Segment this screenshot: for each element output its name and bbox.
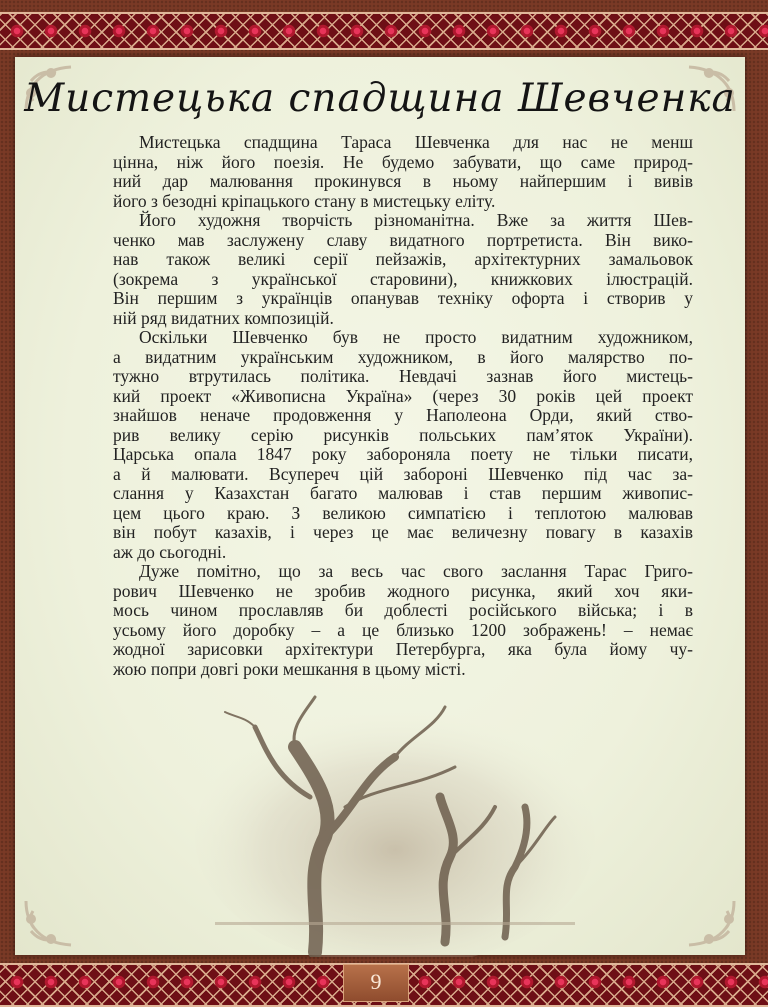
text-line: цінна, ніж його поезія. Не будемо забувати, що саме природ-: [113, 151, 693, 172]
text-line: а й малювати. Всупереч цій забороні Шевченко під час за-: [113, 463, 693, 484]
text-line: він побут казахів, і через це має величезну повагу в казахів: [113, 522, 693, 542]
text-line: цем цього краю. З великою симпатією і теплотою малював: [113, 502, 693, 523]
text-line: (зокрема з української старовини), книжкових ілюстрацій.: [113, 268, 693, 289]
text-line: Царська опала 1847 року забороняла поету не тільки писати,: [113, 444, 693, 464]
text-line: його з безодні кріпацького стану в мистецьку еліту.: [113, 190, 496, 211]
text-line: Оскільки Шевченко був не просто видатним художником,: [139, 327, 693, 347]
tree-illustration: [195, 687, 595, 957]
text-line: жою попри довгі роки мешкання в цьому місті.: [113, 658, 466, 679]
text-line: а видатним українським художником, в його малярство по-: [113, 346, 693, 367]
floral-ornament-icon: [679, 891, 739, 951]
book-page: [15, 57, 745, 955]
page-number: 9: [343, 964, 409, 1002]
floral-ornament-icon: [21, 891, 81, 951]
article-body: [113, 133, 693, 679]
text-line: ній ряд видатних композицій.: [113, 307, 334, 328]
text-line: Його художня творчість різноманітна. Вже за життя Шев-: [139, 210, 693, 230]
text-line: ченко мав заслужену славу видатного портретиста. Він вико-: [113, 229, 693, 250]
embroidery-border-top: [0, 12, 768, 50]
text-line: усьому його доробку – а це близько 1200 зображень! – немає: [113, 619, 693, 640]
text-line: знайшов неначе продовження у Наполеона Орди, який ство-: [113, 405, 693, 425]
text-line: кий проект «Живописна Україна» (через 30 років цей проект: [113, 385, 693, 406]
text-line: Мистецька спадщина Тараса Шевченка для нас не менш: [139, 132, 693, 152]
text-line: мось чином прославляв би доблесті російського війська; і в: [113, 600, 693, 620]
text-line: Він першим з українців опанував техніку офорта і створив у: [113, 288, 693, 308]
text-line: ний дар малювання прокинувся в ньому найпершим і вивів: [113, 171, 693, 191]
text-line: аж до сьогодні.: [113, 541, 227, 562]
text-line: рив велику серію рисунків польських пам’яток України).: [113, 424, 693, 445]
text-line: жодної зарисовки архітектури Петербурга, яка була йому чу-: [113, 639, 693, 659]
text-line: слання у Казахстан багато малював і став першим живопис-: [113, 483, 693, 503]
text-line: тужно втрутилась політика. Невдачі зазнав його мистець-: [113, 366, 693, 386]
text-line: Дуже помітно, що за весь час свого заслання Тарас Григо-: [139, 561, 693, 581]
text-line: рович Шевченко не зробив жодного рисунка, який хоч яки-: [113, 580, 693, 601]
page-title: Мистецька спадщина Шевченка: [24, 76, 736, 121]
text-line: нав також великі серії пейзажів, архітектурних замальовок: [113, 249, 693, 269]
